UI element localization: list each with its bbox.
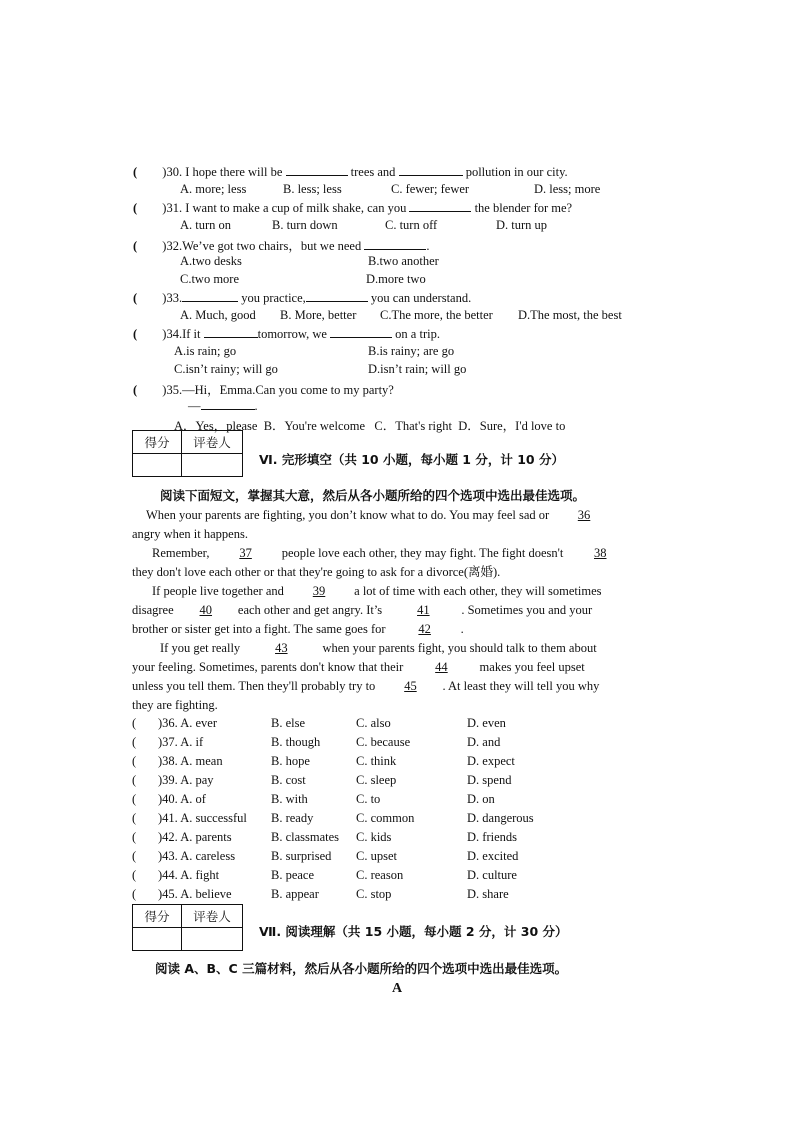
- answer-blank[interactable]: [306, 290, 368, 302]
- answer-paren: (: [132, 811, 137, 825]
- option-c[interactable]: C. fewer; fewer: [391, 182, 470, 196]
- cloze-option-b[interactable]: B. classmates: [271, 830, 340, 844]
- cloze-option-c[interactable]: C. sleep: [356, 773, 397, 787]
- option-a[interactable]: A. more; less: [180, 182, 247, 196]
- answer-blank[interactable]: [182, 290, 238, 302]
- question-30: ( )30. I hope there will be trees and pollution in our city.: [133, 165, 568, 179]
- section-6-instruction: 阅读下面短文，掌握其大意，然后从各小题所给的四个选项中选出最佳选项。: [160, 488, 586, 503]
- answer-blank[interactable]: [409, 200, 471, 212]
- question-35-reply: — .: [188, 399, 258, 413]
- cloze-option-d[interactable]: D. spend: [467, 773, 512, 787]
- cloze-option-b[interactable]: B. cost: [271, 773, 306, 787]
- blank-44[interactable]: 44: [435, 660, 448, 674]
- answer-paren: (: [132, 849, 137, 863]
- option-list[interactable]: A．Yes，please B．You're welcome C．That's right D．Sure，I'd love to: [174, 419, 566, 433]
- option-b[interactable]: B. less; less: [283, 182, 342, 196]
- cloze-option-d[interactable]: D. even: [467, 716, 506, 730]
- answer-blank[interactable]: [364, 238, 426, 250]
- options-34: [0, 344, 794, 378]
- option-b[interactable]: B. More, better: [280, 308, 357, 322]
- answer-blank[interactable]: [201, 398, 255, 410]
- cloze-option-c[interactable]: C. upset: [356, 849, 397, 863]
- cloze-option-c[interactable]: C. common: [356, 811, 415, 825]
- cloze-option-a[interactable]: )41. A. successful: [158, 811, 247, 825]
- section-7-instruction: 阅读 A、B、C 三篇材料，然后从各小题所给的四个选项中选出最佳选项。: [155, 961, 568, 976]
- score-cell[interactable]: [133, 928, 182, 951]
- option-d[interactable]: D.more two: [366, 272, 426, 286]
- cloze-option-a[interactable]: )43. A. careless: [158, 849, 236, 863]
- question-35: ( )35.—Hi，Emma.Can you come to my party?: [133, 383, 394, 397]
- cloze-option-b[interactable]: B. surprised: [271, 849, 332, 863]
- answer-paren: (: [132, 792, 137, 806]
- cloze-option-d[interactable]: D. excited: [467, 849, 519, 863]
- blank-40[interactable]: 40: [199, 603, 213, 617]
- question-34: ( )34.If it tomorrow, we on a trip.: [133, 327, 440, 341]
- question-32: ( )32.We’ve got two chairs，but we need .: [133, 239, 430, 253]
- blank-36[interactable]: 36: [577, 508, 591, 522]
- grader-label: 评卷人: [182, 431, 243, 454]
- option-d[interactable]: D. less; more: [534, 182, 601, 196]
- cloze-option-b[interactable]: B. appear: [271, 887, 319, 901]
- blank-37[interactable]: 37: [239, 546, 252, 560]
- cloze-option-d[interactable]: D. share: [467, 887, 509, 901]
- cloze-option-c[interactable]: C. stop: [356, 887, 392, 901]
- question-33: ( )33. you practice, you can understand.: [133, 291, 472, 305]
- cloze-option-b[interactable]: B. hope: [271, 754, 310, 768]
- cloze-option-d[interactable]: D. friends: [467, 830, 517, 844]
- option-d[interactable]: D. turn up: [496, 218, 548, 232]
- score-label: 得分: [133, 905, 182, 928]
- cloze-option-d[interactable]: D. dangerous: [467, 811, 534, 825]
- options-31: [0, 218, 794, 234]
- option-b[interactable]: B. turn down: [272, 218, 338, 232]
- option-c[interactable]: C.The more, the better: [380, 308, 493, 322]
- answer-blank[interactable]: [399, 164, 463, 176]
- answer-blank[interactable]: [204, 326, 258, 338]
- answer-blank[interactable]: [286, 164, 348, 176]
- option-c[interactable]: C. turn off: [385, 218, 438, 232]
- cloze-option-a[interactable]: )39. A. pay: [158, 773, 214, 787]
- cloze-option-d[interactable]: D. expect: [467, 754, 515, 768]
- options-33: [0, 308, 794, 324]
- answer-paren: (: [132, 868, 137, 882]
- score-table: [132, 430, 243, 477]
- blank-41[interactable]: 41: [417, 603, 430, 617]
- cloze-option-c[interactable]: C. because: [356, 735, 411, 749]
- option-a[interactable]: A.is rain; go: [174, 344, 237, 358]
- option-a[interactable]: A. turn on: [180, 218, 232, 232]
- cloze-option-b[interactable]: B. though: [271, 735, 321, 749]
- option-c[interactable]: C.two more: [180, 272, 240, 286]
- cloze-option-b[interactable]: B. else: [271, 716, 306, 730]
- passage-label: A: [392, 981, 403, 996]
- answer-paren: (: [132, 830, 137, 844]
- score-label: 得分: [133, 431, 182, 454]
- answer-paren: (: [132, 773, 137, 787]
- cloze-option-a[interactable]: )40. A. of: [158, 792, 206, 806]
- cloze-option-d[interactable]: D. on: [467, 792, 495, 806]
- cloze-options: [0, 716, 794, 908]
- option-a[interactable]: A.two desks: [180, 254, 242, 268]
- score-cell[interactable]: [133, 454, 182, 477]
- blank-42[interactable]: 42: [418, 622, 431, 636]
- cloze-option-b[interactable]: B. with: [271, 792, 308, 806]
- cloze-option-a[interactable]: )44. A. fight: [158, 868, 220, 882]
- answer-paren: (: [132, 887, 137, 901]
- section-6-title: Ⅵ. 完形填空（共 10 小题，每小题 1 分，计 10 分）: [259, 452, 564, 467]
- options-32: [0, 254, 794, 288]
- blank-38[interactable]: 38: [594, 546, 607, 560]
- cloze-option-c[interactable]: C. reason: [356, 868, 404, 882]
- score-table: [132, 904, 243, 951]
- grader-label: 评卷人: [182, 905, 243, 928]
- grader-cell[interactable]: [182, 454, 243, 477]
- cloze-option-d[interactable]: D. culture: [467, 868, 517, 882]
- cloze-option-c[interactable]: C. also: [356, 716, 391, 730]
- answer-blank[interactable]: [330, 326, 392, 338]
- cloze-option-a[interactable]: )45. A. believe: [158, 887, 232, 901]
- cloze-option-c[interactable]: C. to: [356, 792, 381, 806]
- answer-paren: (: [132, 735, 137, 749]
- option-d[interactable]: D.isn’t rain; will go: [368, 362, 467, 376]
- cloze-option-d[interactable]: D. and: [467, 735, 501, 749]
- cloze-option-c[interactable]: C. kids: [356, 830, 392, 844]
- option-b[interactable]: B.two another: [368, 254, 439, 268]
- answer-paren: (: [132, 716, 137, 730]
- cloze-option-a[interactable]: )37. A. if: [158, 735, 204, 749]
- cloze-option-c[interactable]: C. think: [356, 754, 397, 768]
- blank-43[interactable]: 43: [275, 641, 288, 655]
- cloze-option-a[interactable]: )36. A. ever: [158, 716, 218, 730]
- cloze-passage: When your parents are fighting, you don’t know what to do. You may feel sad or 36 angry when it happens. Remember, 37 people love each other, they may fight. The fight doesn't 38 they don't love each other or that they're going to ask for a divorce(离婚). If people live together and 39 a lot of time with each other, they will sometimes disagree 40 each other and get angry. It’s 41 . Sometimes you and your brother or sister get into a fight. The same goes for 42 . If you get really 43 when your parents fight, you should talk to them about your feeling. Sometimes, parents don't know that their 44 makes you feel upset unless you tell them. Then they'll probably try to 45 . At least they will tell you why they are fighting.: [132, 508, 607, 712]
- options-30: [0, 182, 794, 198]
- option-d[interactable]: D.The most, the best: [518, 308, 622, 322]
- cloze-option-a[interactable]: )42. A. parents: [158, 830, 232, 844]
- grader-cell[interactable]: [182, 928, 243, 951]
- answer-paren: (: [132, 754, 137, 768]
- answer-paren: (: [133, 165, 138, 179]
- option-b[interactable]: B.is rainy; are go: [368, 344, 455, 358]
- option-a[interactable]: A. Much, good: [180, 308, 256, 322]
- option-c[interactable]: C.isn’t rainy; will go: [174, 362, 278, 376]
- cloze-option-b[interactable]: B. peace: [271, 868, 315, 882]
- cloze-option-a[interactable]: )38. A. mean: [158, 754, 223, 768]
- cloze-option-b[interactable]: B. ready: [271, 811, 314, 825]
- question-31: ( )31. I want to make a cup of milk shake, can you the blender for me?: [133, 201, 573, 215]
- section-7-title: Ⅶ. 阅读理解（共 15 小题，每小题 2 分，计 30 分）: [259, 924, 568, 939]
- blank-39[interactable]: 39: [312, 584, 326, 598]
- blank-45[interactable]: 45: [404, 679, 417, 693]
